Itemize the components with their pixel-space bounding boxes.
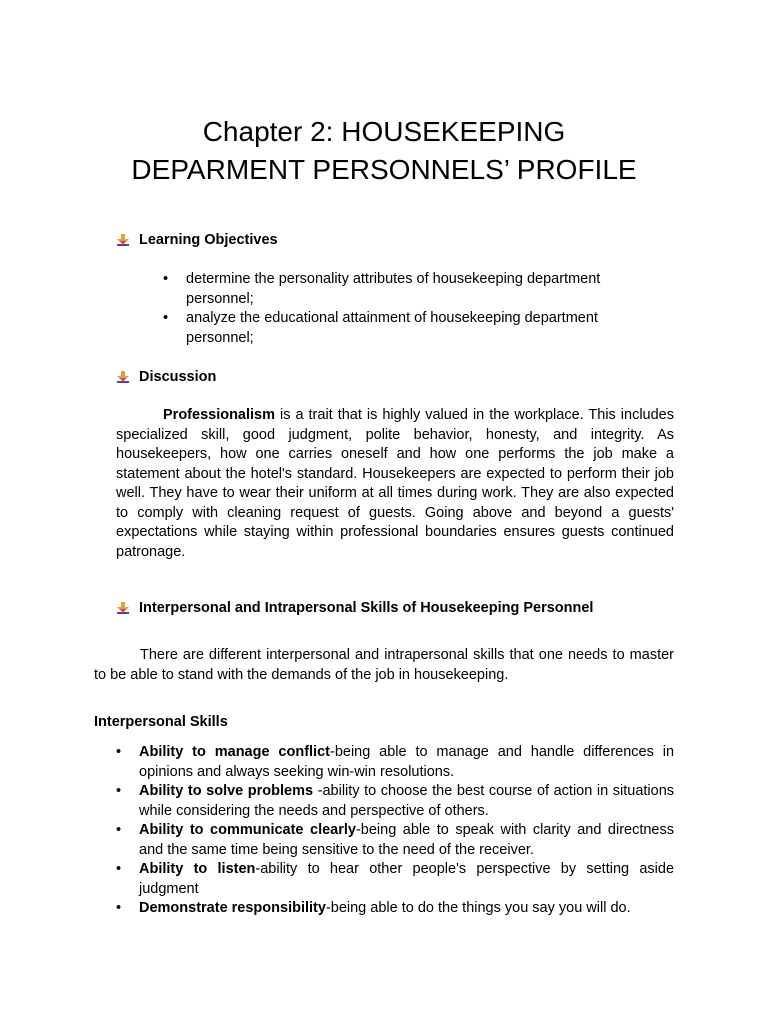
skill-term: Ability to listen [139, 861, 256, 877]
skill-term: Demonstrate responsibility [139, 900, 326, 916]
lead-term: Professionalism [163, 407, 276, 423]
title-line-1: Chapter 2: HOUSEKEEPING [202, 116, 566, 147]
list-item [116, 860, 674, 899]
skills-section-heading [116, 598, 593, 618]
learning-objectives-heading [116, 230, 278, 250]
arrow-bullet-icon [116, 233, 130, 247]
paragraph-text: is a trait that is highly valued in the workplace. This includes specialized skill, good judgment, polite behavior, honesty, and integrity. As housekeepers, how one carries oneself and how one performs the job make a statement about the hotel's standard. Housekeepers are expected to perform their job well. They have to wear their uniform at all times during work. They are also expected to comply with cleaning request of guests. Going above and beyond a guests' expectations while staying within professional boundaries ensures guests continued patronage. [116, 407, 674, 560]
list-item: • determine the personality attributes of housekeeping department personnel; [163, 270, 643, 309]
skills-section-label: Interpersonal and Intrapersonal Skills of Housekeeping Personnel [139, 600, 594, 616]
page-title [0, 113, 768, 189]
skill-description: -being able to do the things you say you will do. [325, 900, 631, 916]
arrow-bullet-icon [116, 370, 130, 384]
discussion-label: Discussion [139, 369, 217, 385]
skills-intro-paragraph: There are different interpersonal and intrapersonal skills that one needs to master to be able to stand with the demands of the job in housekeeping. [94, 647, 674, 683]
skill-term: Ability to solve problems [139, 783, 314, 799]
list-item [116, 782, 674, 821]
list-item: • analyze the educational attainment of housekeeping department personnel; [163, 309, 643, 348]
interpersonal-skills-list [116, 743, 674, 919]
skill-description: -ability to hear other people's perspective by setting aside judgment [139, 861, 675, 897]
title-line-2: DEPARMENT PERSONNELS’ PROFILE [131, 154, 637, 185]
interpersonal-skills-heading: Interpersonal Skills [94, 714, 228, 730]
skill-term: Ability to communicate clearly [139, 822, 356, 838]
skill-description: -ability to choose the best course of action in situations while considering the needs and perspective of others. [139, 783, 675, 819]
learning-objectives-label: Learning Objectives [139, 232, 278, 248]
discussion-paragraph [116, 406, 674, 562]
skill-term: Ability to manage conflict [139, 744, 330, 760]
skill-description: -being able to speak with clarity and directness and the same time being sensitive to the need of the receiver. [139, 822, 674, 858]
list-item [116, 821, 674, 860]
skill-description: -being able to manage and handle differences in opinions and always seeking win-win resolutions. [139, 744, 675, 780]
learning-objectives-list [163, 270, 643, 348]
list-item [116, 743, 674, 782]
discussion-heading [116, 367, 216, 387]
list-item [116, 899, 674, 919]
arrow-bullet-icon [116, 601, 130, 615]
